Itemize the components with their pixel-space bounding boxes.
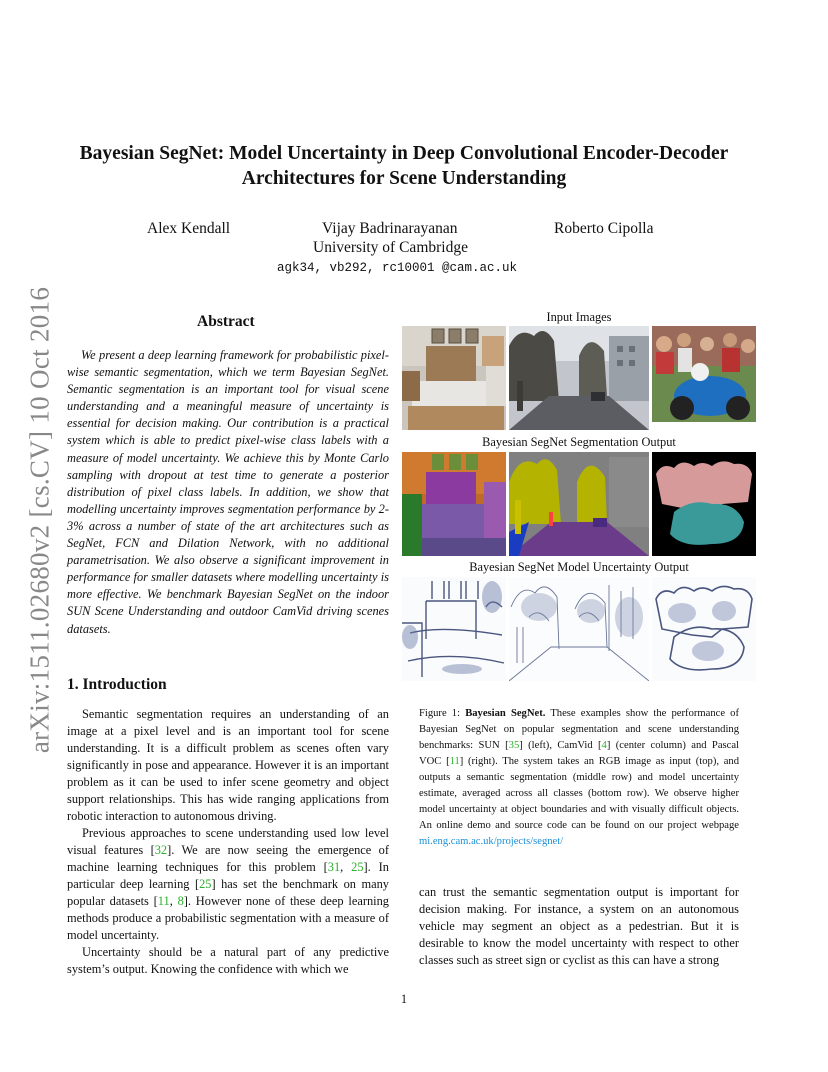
project-webpage-link[interactable]: mi.eng.cam.ac.uk/projects/segnet/ [419, 836, 564, 847]
uncertainty-output-camvid [509, 577, 649, 681]
segmentation-output-camvid [509, 452, 649, 556]
segmentation-output-sun [402, 452, 506, 556]
citation-link[interactable]: 11 [157, 894, 170, 908]
uncertainty-output-sun [402, 577, 506, 681]
text-span: ] (right). The system takes an RGB image as input (top), and outputs a semantic segmentation (middle row) and model uncertainty estimate, averaged across all classes (bottom row). We observe higher model uncertainty at object boundaries and with visually difficult objects. An online demo and source code can be found on our project webpage [419, 756, 739, 831]
intro-paragraph-1: Semantic segmentation requires an understanding of an image at a pixel level and is an important tool for scene understanding. It is a difficult problem as scenes often vary significantly in pose and appearance. However it is an important problem as it can be used to infer scene geometry and object support relationships. This has wide ranging applications from robotic interaction to autonomous driving. [67, 707, 389, 823]
figure-row-label-input: Input Images [546, 310, 612, 324]
intro-paragraph-2 [67, 825, 389, 944]
citation-link[interactable]: 25 [351, 860, 364, 874]
figure-caption [419, 706, 739, 850]
text-span: , [340, 860, 352, 874]
author-3: Roberto Cipolla [554, 220, 654, 237]
text-span: ] has set the benchmark on many popular datasets [ [67, 877, 390, 908]
caption-title: Bayesian SegNet. [465, 708, 546, 719]
citation-link[interactable]: 8 [177, 894, 184, 908]
author-2: Vijay Badrinarayanan [322, 220, 458, 237]
introduction-right-column: can trust the semantic segmentation output is important for decision making. For instance, a system on an autonomous vehicle may segment an object as a pedestrian. But it is desirable to know the model uncertainty with respect to other classes such as street sign or cyclist as this can have a strong [419, 885, 739, 967]
abstract-text: We present a deep learning framework for probabilistic pixel-wise semantic segmentation, which we term Bayesian SegNet. Semantic segmentation is an important tool for visual scene understanding and a meaningful measure of uncertainty is essential for decision making. Our contribution is a practical system which is able to predict pixel-wise class labels with a measure of model uncertainty. We achieve this by Monte Carlo sampling with dropout at test time to generate a posterior distribution of pixel class labels. In addition, we show that modelling uncertainty improves segmentation performance by 2-3% across a number of state of the art architectures such as SegNet, FCN and Dilation Network, with no additional parametrisation. We also observe a significant improvement in performance for smaller datasets where modelling uncertainty is more effective. We benchmark Bayesian SegNet on the indoor SUN Scene Understanding and outdoor CamVid driving scenes datasets. [67, 348, 389, 636]
paper-title [60, 141, 748, 191]
intro-paragraph-3: Uncertainty should be a natural part of any predictive system’s output. Knowing the confidence with which we [67, 945, 389, 976]
segmentation-output-voc [652, 452, 756, 556]
abstract-heading: Abstract [197, 313, 255, 330]
title-line-1: Bayesian SegNet: Model Uncertainty in Deep Convolutional Encoder-Decoder [79, 143, 729, 164]
text-span: ]. In particular deep learning [ [67, 860, 389, 891]
author-1: Alex Kendall [147, 220, 231, 237]
text-span: ]. We are now seeing the emergence of machine learning techniques for this problem [ [67, 843, 389, 874]
text-span: These examples show the performance of Bayesian SegNet on popular segmentation and scene understanding benchmarks: SUN [ [419, 708, 739, 751]
figure-row-label-segmentation: Bayesian SegNet Segmentation Output [482, 435, 676, 449]
citation-link[interactable]: 11 [449, 756, 460, 767]
author-emails: agk34, vb292, rc10001 @cam.ac.uk [277, 261, 518, 275]
arxiv-identifier: arXiv:1511.02680v2 [cs.CV] 10 Oct 2016 [24, 286, 55, 754]
citation-link[interactable]: 25 [199, 877, 212, 891]
text-span: ] (left), CamVid [ [519, 740, 602, 751]
title-line-2: Architectures for Scene Understanding [241, 168, 567, 189]
text-span: Figure 1: [419, 708, 466, 719]
citation-link[interactable]: 35 [508, 740, 520, 751]
affiliation: University of Cambridge [313, 239, 468, 256]
text-span: Previous approaches to scene understanding used low level visual features [ [67, 826, 389, 857]
introduction-left-column [67, 706, 389, 978]
input-image-sun-bedroom [402, 326, 506, 430]
citation-link[interactable]: 4 [601, 740, 607, 751]
text-span: ]. However none of these deep learning methods produce a probabilistic segmentation with a measure of model uncertainty. [67, 894, 389, 942]
uncertainty-output-voc [652, 577, 756, 681]
text-span: , [169, 894, 178, 908]
citation-link[interactable]: 31 [327, 860, 341, 874]
input-image-camvid-street [509, 326, 649, 430]
citation-link[interactable]: 32 [154, 843, 168, 857]
text-span: ] (center column) and Pascal VOC [ [419, 740, 739, 767]
figure-row-label-uncertainty: Bayesian SegNet Model Uncertainty Output [469, 560, 689, 574]
introduction-heading: 1. Introduction [67, 676, 167, 693]
page-number: 1 [400, 992, 408, 1006]
input-image-voc-motorbike [652, 326, 756, 422]
